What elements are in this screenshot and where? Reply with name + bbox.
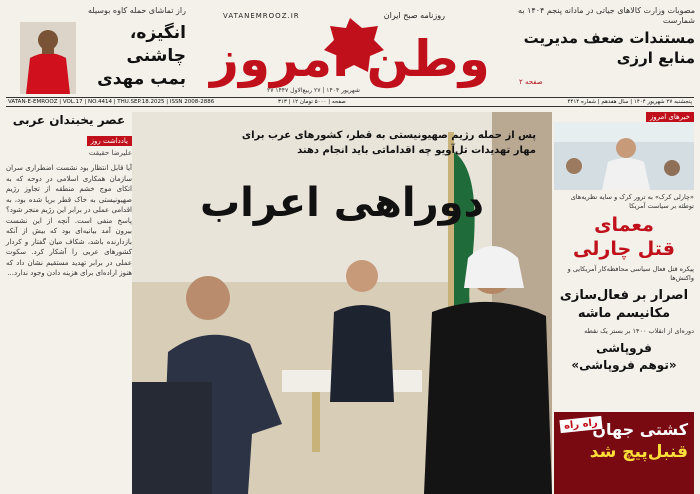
promo-line-2: قنبل‌پیچ شد bbox=[589, 442, 688, 462]
site-url: VATANEMROOZ.IR bbox=[223, 12, 300, 20]
header-left-headline-2: بمب مهدی bbox=[97, 69, 186, 89]
collapse-headline-2: «توهم فروپاشی» bbox=[571, 358, 677, 372]
header-right-headline-2: منابع ارزی bbox=[616, 49, 695, 67]
news-section-label: خبرهای امروز bbox=[646, 112, 694, 122]
snapback-headline-1: اصرار بر فعال‌سازی bbox=[559, 288, 689, 303]
editorial-body: آیا قابل انتظار بود نشست اضطراری سران سازمان همکاری اسلامی در دوحه که به اتکای موج خشم منطقه از تجاوز رژیم صهیونیستی به خاک قطر برپا شده بود، به اقدامی عملی در برابر این رژیم منجر شود؟ پاسخ منفی است. آنچه از این نشست بیرون آمد بیانیه‌ای بود که بیش از آنکه بازدارنده باشد، شکاف میان گفتار و کردار کشورهای عربی را آشکار کرد. سکوت عملی در برابر تهدید مستقیم نشان داد که هنوز اراده‌ای برای هزینه دادن وجود ندارد... bbox=[6, 164, 132, 277]
editorial-column[interactable] bbox=[6, 112, 132, 494]
logo-text: وطن امروز bbox=[210, 30, 490, 88]
issue-info-middle: ۳۱۳ | ۱۲ صفحه | ۵۰۰۰ تومان bbox=[278, 99, 346, 105]
tagline: روزنامه صبح ایران bbox=[383, 11, 445, 20]
charlie-kirk-headline bbox=[554, 213, 694, 261]
editorial-author: علیرضا حقیقت bbox=[88, 149, 132, 157]
masthead-logo bbox=[185, 14, 515, 94]
issue-info-persian: پنجشنبه ۲۷ شهریور ۱۴۰۴ | سال هفدهم | شماره ۴۴۱۴ bbox=[567, 99, 692, 105]
masthead-date: ۲۷ شهریور ۱۴۰۴ | ۲۷ ربیع‌الاول ۱۴۴۷ bbox=[267, 87, 360, 94]
lead-headline: دوراهی اعراب bbox=[199, 180, 485, 226]
snapback-headline-2: مکانیسم ماشه bbox=[577, 306, 671, 321]
header-left-headline-1: انگیزه، چاشنی bbox=[126, 23, 186, 66]
header-right-kicker: مصوبات وزارت کالاهای جیاتی در مادانه پنجم ۱۴۰۴ به شمارست bbox=[518, 6, 695, 25]
collapse-headline-1: فروپاشی bbox=[596, 341, 652, 355]
charlie-kirk-headline-1: معمای bbox=[594, 214, 654, 236]
lead-story[interactable] bbox=[132, 112, 552, 494]
charlie-kirk-headline-2: قتل چارلی bbox=[573, 238, 675, 260]
footballer-photo bbox=[20, 22, 76, 94]
header-right-headline-1: مستندات ضعف مدیریت bbox=[523, 29, 695, 47]
editorial-badge: یادداشت روز bbox=[87, 136, 132, 146]
snapback-headline bbox=[554, 287, 694, 323]
editorial-headline: عصر یخبندان عربی bbox=[12, 113, 126, 127]
sports-promo[interactable] bbox=[554, 412, 694, 494]
masthead bbox=[185, 4, 515, 96]
charlie-kirk-summary: پیکره قتل فعال سیاسی محافظه‌کار آمریکایی و واکنش‌ها bbox=[567, 265, 694, 282]
charlie-kirk-caption: «چارلی کرک» به ترور کرک و سایه نظریه‌های توطئه بر سیاست آمریکا bbox=[570, 193, 694, 210]
header-right-story[interactable] bbox=[515, 6, 695, 92]
header-left-story[interactable] bbox=[6, 6, 186, 94]
charlie-kirk-photo bbox=[554, 122, 694, 190]
issue-info-latin: VATAN-E-EMROOZ | VOL.17 | NO.4414 | THU.SEP.18.2025 | ISSN 2008-2886 bbox=[8, 99, 215, 105]
issue-info-bar bbox=[6, 97, 694, 107]
header-left-kicker: راز تماشای حمله کاوه بوسیله bbox=[87, 6, 186, 15]
lead-deck: پس از حمله رژیم صهیونیستی به قطر، کشورهای عرب برای مهار تهدیدات تل‌آویو چه اقداماتی باید انجام دهند bbox=[241, 130, 536, 156]
lead-photo bbox=[132, 112, 552, 494]
collapse-summary: دوره‌ای از انقلاب ۱۴۰۰ بر بستر یک نقطه bbox=[584, 327, 694, 335]
header-right-page: صفحه ۲ bbox=[519, 78, 543, 86]
promo-tag: راه ‌راه bbox=[559, 416, 602, 433]
header-left-headline bbox=[76, 22, 186, 91]
collapse-headline bbox=[554, 340, 694, 374]
promo-line-1: کشتی جهان bbox=[592, 420, 688, 439]
